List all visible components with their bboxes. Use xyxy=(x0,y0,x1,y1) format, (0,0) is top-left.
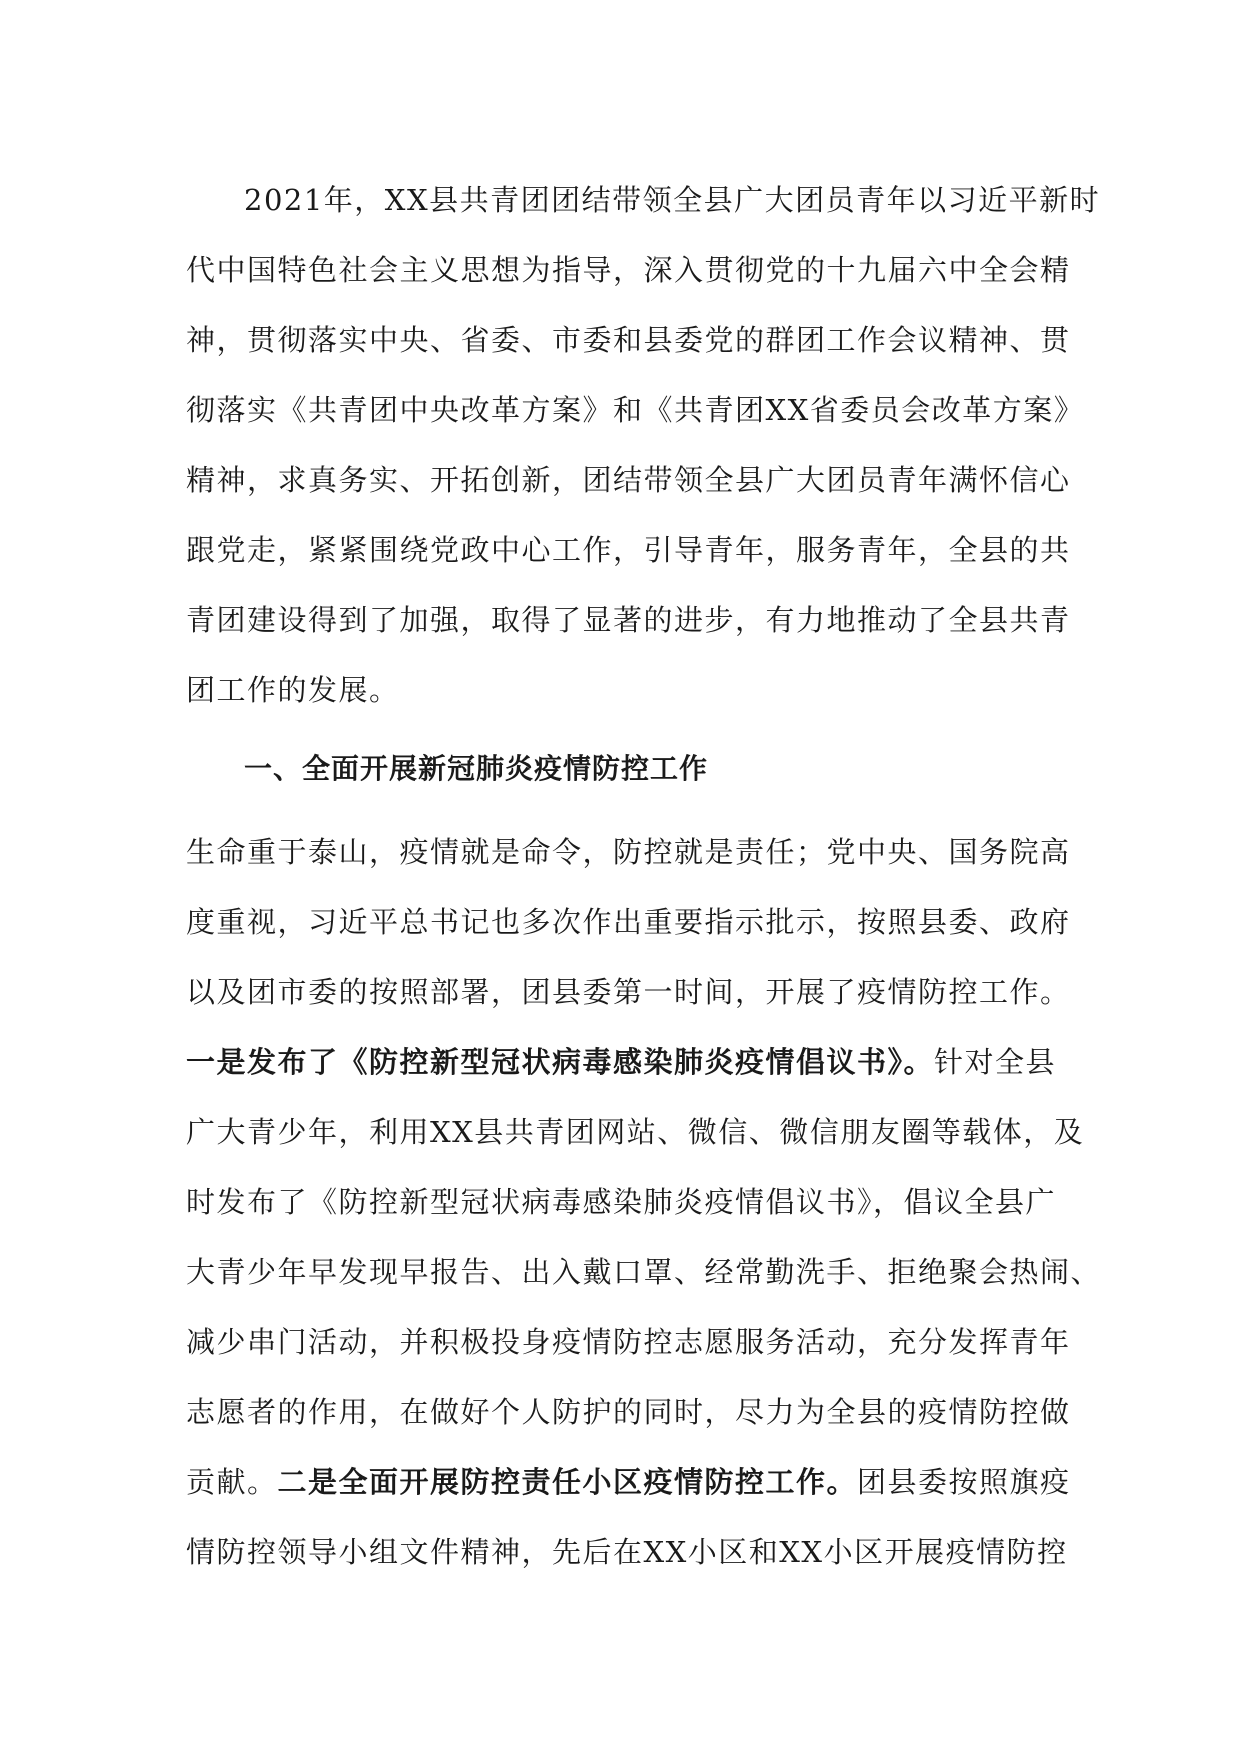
paragraph-line: 青团建设得到了加强，取得了显著的进步，有力地推动了全县共青 xyxy=(186,603,1071,637)
paragraph-line xyxy=(186,1447,1071,1517)
section-heading: 一、全面开展新冠肺炎疫情防控工作 xyxy=(244,752,709,785)
section-heading-block xyxy=(186,734,1056,804)
paragraph-line: 精神，求真务实、开拓创新，团结带领全县广大团员青年满怀信心 xyxy=(186,463,1071,497)
paragraph-line: 减少串门活动，并积极投身疫情防控志愿服务活动，充分发挥青年 xyxy=(186,1325,1071,1359)
paragraph-line: 神，贯彻落实中央、省委、市委和县委党的群团工作会议精神、贯 xyxy=(186,323,1071,357)
paragraph-line: 以及团市委的按照部署，团县委第一时间，开展了疫情防控工作。 xyxy=(186,975,1071,1009)
section-1-body xyxy=(186,817,1102,1587)
paragraph-line: 时发布了《防控新型冠状病毒感染肺炎疫情倡议书》，倡议全县广 xyxy=(186,1185,1057,1219)
point-2-text-start: 团县委按照旗疫 xyxy=(857,1465,1071,1499)
point-2-title: 二是全面开展防控责任小区疫情防控工作。 xyxy=(277,1465,858,1499)
paragraph-line xyxy=(186,1027,1056,1097)
paragraph-line: 生命重于泰山，疫情就是命令，防控就是责任；党中央、国务院高 xyxy=(186,835,1071,869)
paragraph-line: 志愿者的作用，在做好个人防护的同时，尽力为全县的疫情防控做 xyxy=(186,1395,1071,1429)
paragraph-line: 大青少年早发现早报告、出入戴口罩、经常勤洗手、拒绝聚会热闹、 xyxy=(186,1255,1102,1289)
paragraph-line: 彻落实《共青团中央改革方案》和《共青团XX省委员会改革方案》 xyxy=(186,393,1085,427)
paragraph-line: 广大青少年，利用XX县共青团网站、微信、微信朋友圈等载体，及 xyxy=(186,1115,1085,1149)
paragraph-line: 跟党走，紧紧围绕党政中心工作，引导青年，服务青年，全县的共 xyxy=(186,533,1071,567)
point-1-text-start: 针对全县 xyxy=(934,1045,1057,1079)
paragraph-line: 2021年，XX县共青团团结带领全县广大团员青年以习近平新时 xyxy=(244,183,1101,217)
intro-paragraph xyxy=(186,165,1101,725)
paragraph-line: 代中国特色社会主义思想为指导，深入贯彻党的十九届六中全会精 xyxy=(186,253,1071,287)
point-1-title: 一是发布了《防控新型冠状病毒感染肺炎疫情倡议书》。 xyxy=(186,1045,935,1079)
paragraph-line: 情防控领导小组文件精神，先后在XX小区和XX小区开展疫情防控 xyxy=(186,1535,1068,1569)
paragraph-line: 度重视，习近平总书记也多次作出重要指示批示，按照县委、政府 xyxy=(186,905,1071,939)
paragraph-line: 团工作的发展。 xyxy=(186,673,400,707)
point-2-prefix: 贡献。 xyxy=(186,1465,278,1499)
